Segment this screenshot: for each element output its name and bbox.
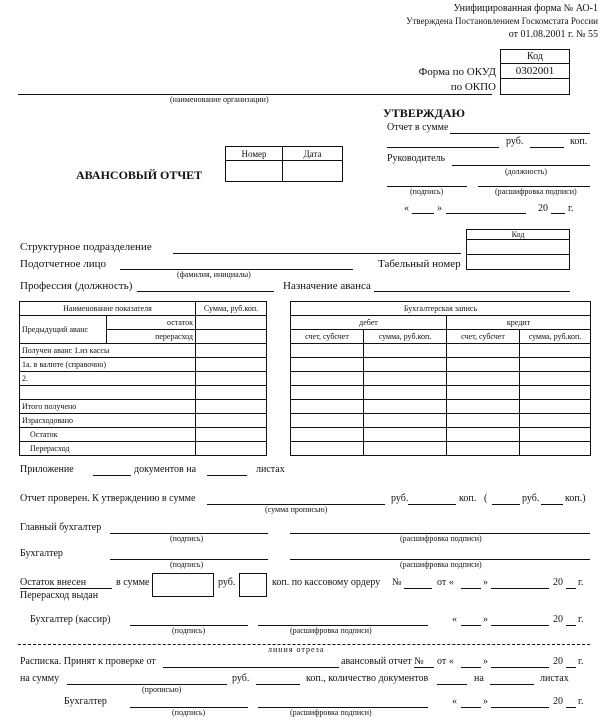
- checked-kop2-line[interactable]: [541, 504, 563, 505]
- approve-rub: руб.: [506, 136, 524, 147]
- cashier-year: 20: [553, 614, 563, 625]
- checked-kop-line[interactable]: [408, 504, 456, 505]
- received-label: Получен аванс 1.из кассы: [20, 344, 196, 358]
- appendix-sheets-line[interactable]: [207, 475, 247, 476]
- kop-order-label: коп. по кассовому ордеру: [272, 577, 381, 588]
- checked-close-paren: коп.): [565, 493, 586, 504]
- date-cell[interactable]: [283, 161, 343, 182]
- order-num-sign: №: [392, 577, 402, 588]
- credit-amount-header: сумма, руб.коп.: [520, 330, 591, 344]
- overspend-label: Перерасход: [20, 442, 196, 456]
- accountant2-day-line[interactable]: [461, 707, 481, 708]
- receipt-year: 20: [553, 656, 563, 667]
- profession-label: Профессия (должность): [20, 280, 133, 292]
- accountant-signature-caption: (подпись): [170, 560, 204, 569]
- receipt-number-line[interactable]: [414, 667, 434, 668]
- head-decode-caption: (расшифровка подписи): [495, 187, 577, 196]
- table-row: [291, 344, 591, 358]
- debit-subaccount-header: счет, субсчет: [291, 330, 364, 344]
- table-row: [291, 428, 591, 442]
- order-year-line[interactable]: [566, 588, 576, 589]
- checked-kop: коп.: [459, 493, 477, 504]
- docs-on-label: документов на: [134, 464, 197, 475]
- received-sum[interactable]: [196, 344, 267, 358]
- division-label: Структурное подразделение: [20, 241, 152, 253]
- chief-decode-caption: (расшифровка подписи): [400, 534, 482, 543]
- advance-report-no-label: авансовый отчет №: [341, 656, 424, 667]
- checked-open-paren: (: [484, 493, 488, 504]
- paid-rub-label: руб.: [218, 577, 236, 588]
- overspend-sum[interactable]: [196, 442, 267, 456]
- prev-remainder-sum[interactable]: [196, 316, 267, 330]
- appendix-label: Приложение: [20, 464, 74, 475]
- tab-number-label: Табельный номер: [378, 258, 461, 270]
- table-row: [291, 358, 591, 372]
- accountant2-quote-open: «: [452, 696, 457, 707]
- currency-label: 1а. в валюте (справочно): [20, 358, 196, 372]
- cashier-quote-open: «: [452, 614, 457, 625]
- cashier-decode-caption: (расшифровка подписи): [290, 626, 372, 635]
- sum-header: Сумма, руб.коп.: [196, 302, 267, 316]
- okud-code-cell[interactable]: 0302001: [500, 63, 570, 79]
- debit-amount-header: сумма, руб.коп.: [364, 330, 447, 344]
- org-caption: (наименование организации): [170, 95, 269, 104]
- remainder-label: Остаток: [20, 428, 196, 442]
- spent-sum[interactable]: [196, 414, 267, 428]
- cashier-year-line[interactable]: [566, 625, 576, 626]
- approve-month-line[interactable]: [446, 213, 526, 214]
- table-row: [291, 386, 591, 400]
- okud-label: Форма по ОКУД: [418, 66, 496, 78]
- approve-date-open: «: [404, 203, 409, 214]
- accountant2-label: Бухгалтер: [64, 696, 107, 707]
- prev-advance-label: Предыдущий аванс: [20, 316, 107, 344]
- currency-sum[interactable]: [196, 358, 267, 372]
- cashier-label: Бухгалтер (кассир): [30, 614, 111, 625]
- overspend-paid-label: Перерасход выдан: [20, 590, 99, 601]
- person-code-header: Код: [466, 229, 570, 240]
- accountant2-year-suffix: г.: [578, 696, 584, 707]
- cashier-year-suffix: г.: [578, 614, 584, 625]
- accounting-entry-table: [290, 301, 591, 456]
- approve-kop-line[interactable]: [530, 147, 564, 148]
- head-label: Руководитель: [387, 153, 446, 164]
- paid-rub-box[interactable]: [152, 573, 214, 597]
- checked-label: Отчет проверен. К утверждению в сумме: [20, 493, 196, 504]
- checked-rub2-line[interactable]: [492, 504, 520, 505]
- table-row: [291, 414, 591, 428]
- receipt-rub: руб.: [232, 673, 250, 684]
- remainder-paid-label: Остаток внесен: [20, 577, 87, 588]
- position-caption: (должность): [505, 167, 547, 176]
- cut-line-label: линия отреза: [268, 645, 325, 654]
- accounting-title: Бухгалтерская запись: [291, 302, 591, 316]
- accountant2-decode-caption: (расшифровка подписи): [290, 708, 372, 717]
- receipt-month-line[interactable]: [491, 667, 549, 668]
- approved-date: от 01.08.2001 г. № 55: [508, 29, 598, 40]
- order-day-line[interactable]: [461, 588, 481, 589]
- accountant2-year: 20: [553, 696, 563, 707]
- cashier-month-line[interactable]: [491, 625, 549, 626]
- receipt-kop-line[interactable]: [256, 684, 300, 685]
- receipt-docs-line[interactable]: [437, 684, 467, 685]
- prev-overspend-sum[interactable]: [196, 330, 267, 344]
- accountant-decode-caption: (расшифровка подписи): [400, 560, 482, 569]
- checked-rub2: руб.: [522, 493, 540, 504]
- report-sum-label: Отчет в сумме: [387, 122, 449, 133]
- receipt-sheets-label: листах: [540, 673, 569, 684]
- division-line[interactable]: [173, 253, 461, 254]
- head-position-line[interactable]: [452, 165, 590, 166]
- head-signature-caption: (подпись): [410, 187, 444, 196]
- accountable-label: Подотчетное лицо: [20, 258, 107, 270]
- remainder-sum[interactable]: [196, 428, 267, 442]
- receipt-label: Расписка. Принят к проверке от: [20, 656, 156, 667]
- for-sum-label: на сумму: [20, 673, 60, 684]
- number-header: Номер: [226, 147, 283, 161]
- report-title: АВАНСОВЫЙ ОТЧЕТ: [76, 168, 203, 182]
- number-date-table: [225, 146, 343, 182]
- okpo-label: по ОКПО: [450, 81, 496, 93]
- cashier-quote-close: »: [483, 614, 488, 625]
- approve-kop: коп.: [570, 136, 588, 147]
- blank-row-sum[interactable]: [196, 386, 267, 400]
- name-caption: (фамилия, инициалы): [177, 270, 251, 279]
- okpo-code-cell[interactable]: [500, 78, 570, 95]
- row2-label: 2.: [20, 372, 196, 386]
- accountant2-month-line[interactable]: [491, 707, 549, 708]
- in-sum-label: в сумме: [116, 577, 150, 588]
- remainder-paid-underline: [20, 588, 112, 589]
- advance-summary-table: [19, 301, 267, 456]
- receipt-name-line[interactable]: [163, 667, 339, 668]
- approve-year-suffix: г.: [568, 203, 574, 214]
- words-caption: (прописью): [142, 685, 182, 694]
- purpose-line[interactable]: [374, 291, 570, 292]
- receipt-day-line[interactable]: [461, 667, 481, 668]
- sheets-label: листах: [256, 464, 285, 475]
- report-sum-line[interactable]: [450, 133, 590, 134]
- sum-words-caption: (сумма прописью): [265, 505, 328, 514]
- approve-year: 20: [538, 203, 548, 214]
- accountant2-signature-caption: (подпись): [172, 708, 206, 717]
- profession-line[interactable]: [137, 291, 274, 292]
- receipt-year-line[interactable]: [566, 667, 576, 668]
- number-cell[interactable]: [226, 161, 283, 182]
- table-row: [291, 400, 591, 414]
- receipt-year-suffix: г.: [578, 656, 584, 667]
- order-quote-close: »: [483, 577, 488, 588]
- prev-remainder-label: остаток: [107, 316, 196, 330]
- total-received-label: Итого получено: [20, 400, 196, 414]
- spent-label: Израсходовано: [20, 414, 196, 428]
- receipt-quote-close: »: [483, 656, 488, 667]
- approve-date-close: »: [437, 203, 442, 214]
- receipt-sheets-line[interactable]: [490, 684, 534, 685]
- paid-kop-box[interactable]: [239, 573, 267, 597]
- order-year: 20: [553, 577, 563, 588]
- accountant2-year-line[interactable]: [566, 707, 576, 708]
- row2-sum[interactable]: [196, 372, 267, 386]
- purpose-label: Назначение аванса: [283, 280, 371, 292]
- order-month-line[interactable]: [491, 588, 549, 589]
- approve-day-line[interactable]: [412, 213, 434, 214]
- form-id: Унифицированная форма № АО-1: [453, 3, 598, 14]
- receipt-on-label: на: [474, 673, 484, 684]
- appendix-docs-line[interactable]: [93, 475, 131, 476]
- credit-subaccount-header: счет, субсчет: [447, 330, 520, 344]
- table-row: [291, 372, 591, 386]
- tab-number-cell[interactable]: [466, 254, 570, 270]
- order-from: от «: [437, 577, 454, 588]
- chief-accountant-label: Главный бухгалтер: [20, 522, 102, 533]
- date-header: Дата: [283, 147, 343, 161]
- division-code-cell[interactable]: [466, 239, 570, 255]
- prev-overspend-label: перерасход: [107, 330, 196, 344]
- cashier-day-line[interactable]: [461, 625, 481, 626]
- credit-header: кредит: [447, 316, 591, 330]
- approve-year-line[interactable]: [551, 213, 565, 214]
- blank-row: [20, 386, 196, 400]
- receipt-from: от «: [437, 656, 454, 667]
- order-year-suffix: г.: [578, 577, 584, 588]
- approved-by: Утверждена Постановлением Госкомстата России: [406, 16, 598, 26]
- indicator-header: Наименование показателя: [20, 302, 196, 316]
- report-sum-line-2[interactable]: [387, 147, 499, 148]
- accountant-label: Бухгалтер: [20, 548, 63, 559]
- chief-signature-caption: (подпись): [170, 534, 204, 543]
- checked-rub: руб.: [391, 493, 409, 504]
- cashier-signature-caption: (подпись): [172, 626, 206, 635]
- code-header-cell: Код: [500, 49, 570, 64]
- kop-docs-label: коп., количество документов: [306, 673, 429, 684]
- approve-title: УТВЕРЖДАЮ: [383, 106, 466, 120]
- total-received-sum[interactable]: [196, 400, 267, 414]
- order-number-line[interactable]: [404, 588, 432, 589]
- accountant2-quote-close: »: [483, 696, 488, 707]
- table-row: [291, 442, 591, 456]
- debit-header: дебет: [291, 316, 447, 330]
